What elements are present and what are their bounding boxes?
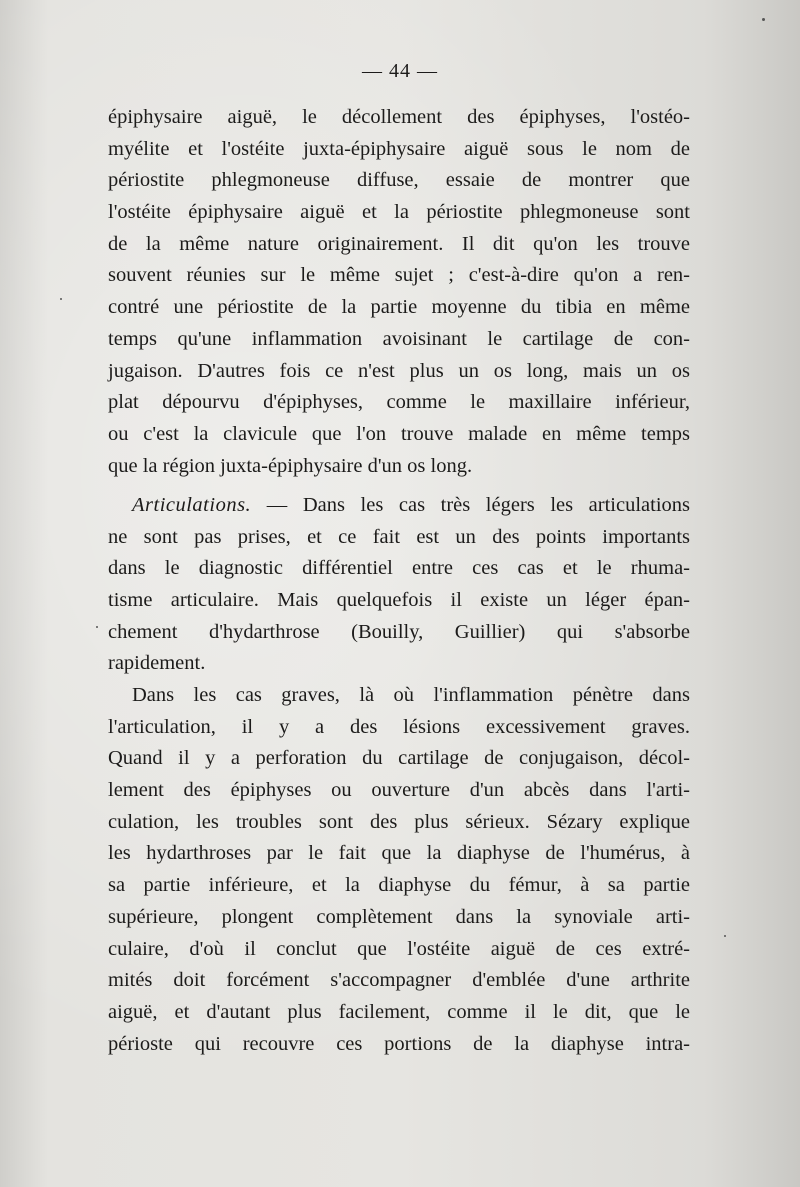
- text-line: aiguë, et d'autant plus facilement, comme il le dit, que le: [108, 1000, 690, 1023]
- text-line: périostite phlegmoneuse diffuse, essaie de montrer que: [108, 169, 690, 192]
- text-line: temps qu'une inflammation avoisinant le cartilage de con-: [108, 327, 690, 350]
- text-line: ou c'est la clavicule que l'on trouve malade en même temps: [108, 422, 690, 445]
- paper-speck: [60, 298, 62, 300]
- text-line: tisme articulaire. Mais quelquefois il existe un léger épan-: [108, 589, 690, 612]
- text-line: l'articulation, il y a des lésions excessivement graves.: [108, 715, 690, 738]
- text-line: culation, les troubles sont des plus sérieux. Sézary explique: [108, 810, 690, 833]
- paragraph-articulations: [108, 490, 690, 680]
- text-line: épiphysaire aiguë, le décollement des épiphyses, l'ostéo-: [108, 106, 690, 128]
- text-line: Dans les cas graves, là où l'inflammation pénètre dans: [132, 684, 690, 706]
- section-heading: Articulations.: [132, 494, 252, 516]
- paper-speck: [762, 18, 765, 21]
- paper-speck: [96, 626, 98, 628]
- text-line: dans le diagnostic différentiel entre ces cas et le rhuma-: [108, 557, 690, 580]
- text-line: l'ostéite épiphysaire aiguë et la périostite phlegmoneuse sont: [108, 201, 690, 224]
- text-line-with-heading: [108, 490, 690, 522]
- text-line: contré une périostite de la partie moyenne du tibia en même: [108, 296, 690, 319]
- text-line: sa partie inférieure, et la diaphyse du fémur, à sa partie: [108, 874, 690, 897]
- text-line: de la même nature originairement. Il dit qu'on les trouve: [108, 232, 690, 255]
- text-line: souvent réunies sur le même sujet ; c'est-à-dire qu'on a ren-: [108, 264, 690, 287]
- text-line: plat dépourvu d'épiphyses, comme le maxillaire inférieur,: [108, 391, 690, 414]
- page-number: — 44 —: [362, 60, 438, 82]
- text-line: myélite et l'ostéite juxta-épiphysaire aiguë sous le nom de: [108, 137, 690, 160]
- text-line: lement des épiphyses ou ouverture d'un abcès dans l'arti-: [108, 779, 690, 802]
- text-line: les hydarthroses par le fait que la diaphyse de l'humérus, à: [108, 842, 690, 865]
- text-line: culaire, d'où il conclut que l'ostéite aiguë de ces extré-: [108, 937, 690, 960]
- text-run: — Dans les cas très légers les articulations: [251, 494, 690, 516]
- text-line: rapidement.: [108, 652, 206, 675]
- paragraph-3: [108, 680, 690, 1060]
- text-line: chement d'hydarthrose (Bouilly, Guillier) qui s'absorbe: [108, 620, 690, 643]
- text-line: ne sont pas prises, et ce fait est un des points importants: [108, 525, 690, 548]
- text-line: périoste qui recouvre ces portions de la diaphyse intra-: [108, 1032, 690, 1055]
- paragraph-1: [108, 102, 690, 482]
- paper-speck: [724, 935, 726, 937]
- text-line: mités doit forcément s'accompagner d'emblée d'une arthrite: [108, 969, 690, 992]
- text-line: que la région juxta-épiphysaire d'un os long.: [108, 454, 473, 477]
- text-line: supérieure, plongent complètement dans la synoviale arti-: [108, 905, 690, 928]
- text-line: Quand il y a perforation du cartilage de conjugaison, décol-: [108, 747, 690, 770]
- text-line: jugaison. D'autres fois ce n'est plus un os long, mais un os: [108, 359, 690, 382]
